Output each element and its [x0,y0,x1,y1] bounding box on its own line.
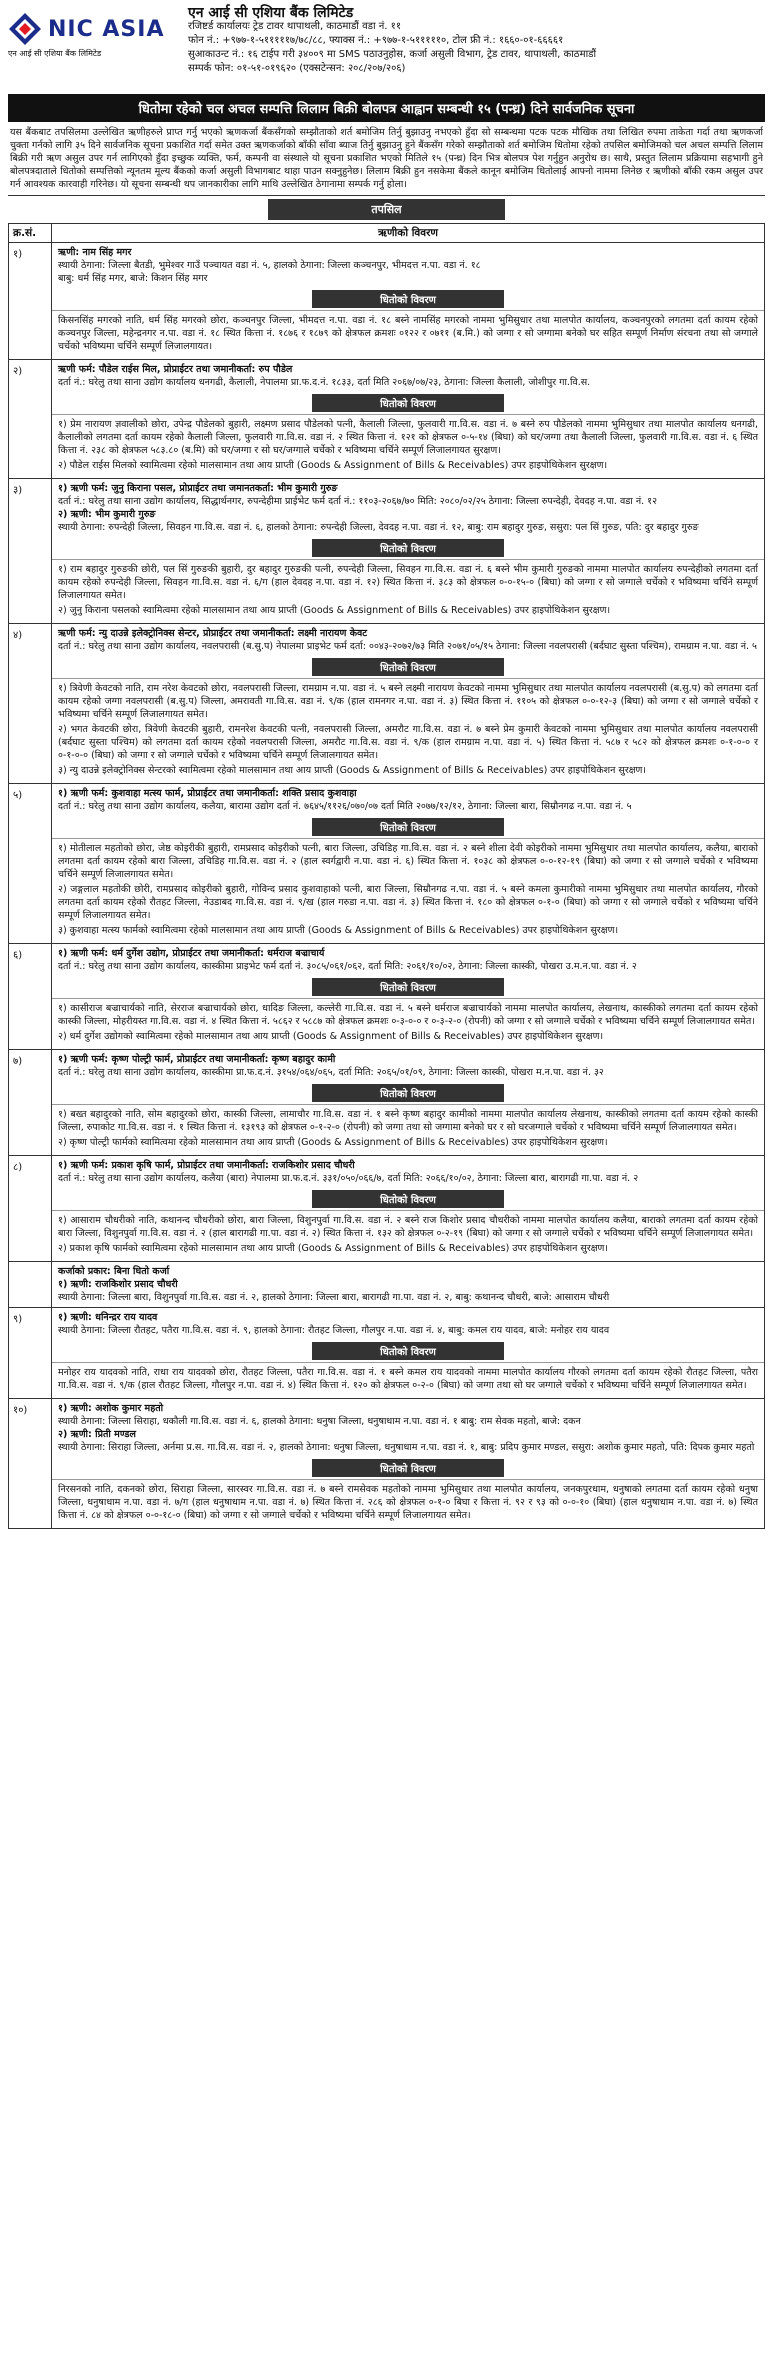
borrower-details [52,784,764,816]
collateral-heading: धितोको विवरण [312,978,504,996]
collateral-details [52,678,764,783]
bank-contact: सम्पर्क फोन: ०१-५१-०१९६२० (एक्सटेन्सन: २०८/२०७/२०६) [188,63,406,74]
borrower-line: १) ऋणी: धनिन्द्रर राय यादव [58,1312,158,1323]
entry-body [52,624,764,783]
borrower-details [52,360,764,392]
borrower-details [52,1308,764,1340]
entry-body [52,1399,764,1528]
borrower-line: दर्ता नं.: घरेलु तथा साना उद्योग कार्यालय, कास्कीमा प्राइभेट फर्म दर्ता नं. ३०८५/०६१/०६२, दर्ता मिति: २०६१/१०/०२, ठेगाना: जिल्ला कास्की, पोखरा उ.म.न.पा. वडा नं. २ [58,961,637,972]
borrower-line: १) ऋणी फर्म: जुनु किराना पसल, प्रोप्राईटर तथा जमानतकर्ता: भीम कुमारी गुरुङ [58,483,338,494]
collateral-line: १) बख्त बहादुरको नाति, सोम बहादुरको छोरा, कास्की जिल्ला, लामाचौर गा.वि.स. वडा नं. १ बस्ने कृष्ण बहादुर कामीको नाममा मालपोत कार्यालय लेखनाथ, कास्कीको लगतमा दर्ता कायम रहेको कास्की जिल्ला, रुपाकोट गा.वि.स. वडा नं. १ स्थित कित्ता नं. १३१९३ को क्षेत्रफल ०-१-२-० (रोपनी) को जग्गा तथा सो जग्गामा बनेको घर र सो घरजग्गाले चर्चेको र भविष्यमा चर्चिने सम्पूर्ण लिजालगायत समेत। [58,1109,758,1133]
borrower-line: कर्जाको प्रकार: बिना धितो कर्जा [58,1266,170,1277]
collateral-heading: धितोको विवरण [312,1459,504,1477]
bank-sms: सुआकाउन्ट नं.: १६ टाईप गरी ३४००९ मा SMS पठाउनुहोस, कर्जा असुली विभाग, ट्रेड टावर, थापाथली, काठमाडौं [188,49,597,60]
collateral-heading: धितोको विवरण [312,394,504,412]
borrower-details [52,1399,764,1457]
bank-name: एन आई सी एशिया बैंक लिमिटेड [188,5,354,21]
entry-body [52,479,764,623]
entry-row [8,1050,765,1156]
entry-body [52,944,764,1049]
entry-row [8,479,765,624]
entry-body [52,1262,764,1307]
borrower-details [52,1156,764,1188]
borrower-line: दर्ता नं.: घरेलु तथा साना उद्योग कार्यालय, कलैया (बारा) नेपालमा प्रा.फ.द.नं. ३३१/०५०/०६६/७, दर्ता मिति: २०६६/१०/०२, ठेगाना: जिल्ला बारा, बारागढी गा.पा. वडा नं. २ [58,1173,639,1184]
collateral-details [52,1104,764,1155]
collateral-line: १) मोतीलाल महतोको छोरा, जेष्ठ कोइरीकी बुहारी, रामप्रसाद कोइरीको पत्नी, बारा जिल्ला, उचिडिह गा.वि.स. वडा नं. २ बस्ने शीला देवी कोइरीको नाममा भुमिसुधार तथा मालपोत कार्यालय, कलैया, बाराको लगतमा दर्ता कायम रहेको बारा जिल्ला, उचिडिह गा.वि.स. वडा नं. २ (हाल स्वर्गद्वारी न.पा. वडा नं. ६) स्थित कित्ता नं. १०३८ को क्षेत्रफल ०-०-१२-१९ (बिघा) को जग्गा र सो जग्गाले चर्चेको र भविष्यमा चर्चिने सम्पूर्ण लिजालगायत समेत। [58,843,758,880]
entry-row [8,1308,765,1399]
borrower-line: ऋणी फर्म: न्यु दाउन्ने इलेक्ट्रोनिक्स सेन्टर, प्रोप्राईटर तथा जमानीकर्ता: लक्ष्मी नारायण केवट [58,628,368,639]
bank-header [8,6,765,92]
entry-body [52,1050,764,1155]
entry-sn: १०) [9,1399,52,1528]
entry-row [8,944,765,1050]
bank-logo [8,6,188,59]
borrower-details [52,479,764,537]
borrower-details [52,624,764,656]
borrower-line: दर्ता नं.: घरेलु तथा साना उद्योग कार्यालय, कास्कीमा प्रा.फ.द.नं. ३१५४/०६४/०६५, दर्ता मिति: २०६५/०१/०९, ठेगाना: जिल्ला कास्की, पोखरा म.न.पा. वडा नं. ३२ [58,1067,604,1078]
borrower-line: स्थायी ठेगाना: जिल्ला सिराहा, धकौली गा.वि.स. वडा नं. ६, हालको ठेगाना: धनुषा जिल्ला, धनुषाधाम न.पा. वडा नं. १ बाबु: राम सेवक महतो, बाजे: दकन [58,1416,581,1427]
collateral-details [52,1210,764,1261]
collateral-line: किसनसिंह मगरको नाति, धर्म सिंह मगरको छोरा, कञ्चनपुर जिल्ला, भीमदत्त न.पा. वडा नं. १८ बस्ने नामसिंह मगरको नाममा भुमिसुधार तथा मालपोत कार्यालय, कञ्चनपुरको लगतमा दर्ता कायम रहेको कञ्चनपुर जिल्ला, महेन्द्रनगर न.पा. वडा नं. १८ स्थित कित्ता नं. १८७६ र १८७९ को क्षेत्रफल क्रमशः ०१२२ र ०७११ (ब.मि.) को जग्गा र सो जग्गामा बनेको घर सहित सम्पूर्ण निर्माण संरचना तथा सो जग्गाले चर्चेको भविष्यमा चर्चिने सम्पूर्ण लिजालगायत। [58,315,758,352]
entry-body [52,243,764,359]
collateral-heading: धितोको विवरण [312,658,504,676]
collateral-line: १) आसाराम चौधरीको नाति, कथानन्द चौधरीको छोरा, बारा जिल्ला, विशुनपुर्वा गा.वि.स. वडा नं. २ बस्ने राज किशोर प्रसाद चौधरीको नाममा मालपोत कार्यालय कलैया, बाराको लगतमा दर्ता कायम रहेको बारा जिल्ला, विशुनपुर्वा गा.वि.स. वडा नं. २ (हाल बारागढी गा.पा. वडा नं. २) स्थित कित्ता नं. १३२ को क्षेत्रफल ०-२-१९ (बिघा) को जग्गा र सो जग्गाले चर्चेको र भविष्यमा चर्चिने सम्पूर्ण लिजालगायत समेत। [58,1215,758,1239]
collateral-heading: धितोको विवरण [312,1190,504,1208]
entry-row [8,360,765,479]
collateral-line: १) प्रेम नारायण ज्ञवालीको छोरा, उपेन्द्र पौडेलको बुहारी, लक्ष्मण प्रसाद पौडेलको पत्नी, कैलाली जिल्ला, फुलवारी गा.वि.स. वडा नं. ७ बस्ने रुप पौडेलको नाममा भुमिसुधार तथा मालपोत कार्यालय धनगढी, कैलालीको लगतमा दर्ता कायम रहेको कैलाली जिल्ला, फुलवारी गा.वि.स. वडा नं. २ स्थित कित्ता नं. १२१ को क्षेत्रफल ०-५-१४ (बिघा) को घर/जग्गा तथा कैलाली जिल्ला, फुलवारी गा.वि.स. वडा नं. ६ स्थित कित्ता नं. २३८ को क्षेत्रफल ५८३.८० (ब.मि) को घर/जग्गा र सो घर/जग्गाले चर्चेको र भविष्यमा चर्चिने सम्पूर्ण लिजालगायत सुरक्षण। [58,419,758,456]
collateral-line: २) जुनु किराना पसलको स्वामित्वमा रहेको मालसामान तथा आय प्राप्ती (Goods & Assignment of Bills & Receivables) उपर हाइपोथिकेशन सुरक्षण। [58,605,611,616]
borrower-line: १) ऋणी फर्म: कृष्ण पोल्ट्री फार्म, प्रोप्राईटर तथा जमानीकर्ता: कृष्ण बहादुर कामी [58,1054,336,1065]
borrower-line: ऋणी फर्म: पौडेल राईस मिल, प्रोप्राईटर तथा जमानीकर्ता: रुप पौडेल [58,364,293,375]
collateral-line: २) जङ्गलाल महतोकी छोरी, रामप्रसाद कोइरीको बुहारी, गोविन्द प्रसाद कुशवाहाको पत्नी, बारा जिल्ला, सिम्रौनगढ न.पा. वडा नं. ५ बस्ने कमला कुमारीको नाममा भुमिसुधार तथा मालपोत कार्यालय, गौरको लगतमा दर्ता कायम रहेको रौतहट जिल्ला, नेउडाबद गा.वि.स. वडा नं. ९/ख (हाल गरुडा न.पा. वडा नं. ३) स्थित कित्ता नं. १८० को क्षेत्रफल ०-१-० (बिघा) को जग्गा र सो जग्गाले चर्चेको र भविष्यमा चर्चिने सम्पूर्ण लिजालगायत समेत। [58,884,758,921]
collateral-heading: धितोको विवरण [312,290,504,308]
borrower-line: स्थायी ठेगाना: जिल्ला बैतडी, भुमेश्वर गाउँ पञ्चायत वडा नं. ५, हालको ठेगाना: जिल्ला कञ्चनपुर, भीमदत्त न.पा. वडा नं. १८ [58,260,481,271]
collateral-line: २) पौडेल राईस मिलको स्वामित्वमा रहेको मालसामान तथा आय प्राप्ती (Goods & Assignment of Bills & Receivables) उपर हाइपोथिकेशन सुरक्षण। [58,460,608,471]
collateral-line: १) कासीराज बज्राचार्यको नाति, सेरराज बज्राचार्यको छोरा, धादिङ जिल्ला, कल्लेरी गा.वि.स. वडा नं. ५ बस्ने धर्मराज बज्राचार्यको नाममा मालपोत कार्यालय, लेखनाथ, कास्कीको लगतमा दर्ता कायम रहेको कास्की जिल्ला, मोहरीयस्त गा.वि.स. वडा नं. ४ स्थित कित्ता नं. ५८६२ र ५८८७ को क्षेत्रफल क्रमशः ०-३-०-० र ०-३-२-० (रोपनी) को जग्गा र सो जग्गाले चर्चेको र भविष्यमा चर्चिने सम्पूर्ण लिजालगायत समेत। [58,1003,758,1027]
entry-sn [9,1262,52,1307]
collateral-heading: धितोको विवरण [312,1342,504,1360]
schedule-header [8,223,765,243]
borrower-line: २) ऋणी: प्रिती मण्डल [58,1429,136,1440]
collateral-details [52,1479,764,1528]
collateral-details [52,310,764,359]
entry-body [52,1308,764,1398]
collateral-line: २) धर्म दुर्गेश उद्योगको स्वामित्वमा रहेको मालसामान तथा आय प्राप्ती (Goods & Assignment of Bills & Receivables) उपर हाइपोथिकेशन सुरक्षण। [58,1031,604,1042]
entry-sn: ९) [9,1308,52,1398]
schedule-entries [8,243,765,1529]
borrower-line: १) ऋणी फर्म: कुशवाहा मत्स्य फार्म, प्रोप्राईटर तथा जमानीकर्ता: शक्ति प्रसाद कुशवाहा [58,788,357,799]
collateral-line: १) त्रिवेणी केवटको नाति, राम नरेश केवटको छोरा, नवलपरासी जिल्ला, रामग्राम न.पा. वडा नं. ५ बस्ने लक्ष्मी नारायण केवटको नाममा भुमिसुधार तथा मालपोत कार्यालय नवलपरासी (ब.सु.प) को लगतमा दर्ता कायम रहेको जग्गा नवलपरासी (ब.सु.प) जिल्ला, अमरावती गा.वि.स. वडा नं. ९/क (हाल रामनगर न.पा. वडा नं. ३) स्थित कित्ता नं. ११०५ को क्षेत्रफल ०-०-१२-३ (बिघा) को जग्गा र सो जग्गाले चर्चेको र भविष्यमा चर्चिने सम्पूर्ण लिजालगायत समेत। [58,683,758,720]
col-sn: क्र.सं. [9,224,52,242]
entry-row [8,243,765,360]
collateral-line: २) प्रकाश कृषि फार्मको स्वामित्वमा रहेको मालसामान तथा आय प्राप्ती (Goods & Assignment of Bills & Receivables) उपर हाइपोथिकेशन सुरक्षण। [58,1243,608,1254]
entry-sn: ७) [9,1050,52,1155]
collateral-line: २) कृष्ण पोल्ट्री फार्मको स्वामित्वमा रहेको मालसामान तथा आय प्राप्ती (Goods & Assignment of Bills & Receivables) उपर हाइपोथिकेशन सुरक्षण। [58,1137,608,1148]
collateral-details [52,414,764,478]
collateral-line: मनोहर राय यादवको नाति, राधा राय यादवको छोरा, रौतहट जिल्ला, पतैरा गा.वि.स. वडा नं. १ बस्ने कमल राय यादवको नाममा मालपोत कार्यालय गौरको लगतमा दर्ता कायम रहेको रौतहट जिल्ला, पतैरा गा.वि.स. वडा नं. ९/क (हाल रौतहट जिल्ला, गौलपुर न.पा. वडा नं. ४) स्थित कित्ता नं. १२० को क्षेत्रफल ०-२-० (बिघा) को जग्गा तथा सो घर जग्गाले चर्चेको र भविष्यमा चर्चिने सम्पूर्ण लिजालगायत समेत। [58,1367,758,1391]
entry-row [8,1156,765,1262]
collateral-line: निरसनको नाति, दकनको छोरा, सिराहा जिल्ला, सारस्वर गा.वि.स. वडा नं. ७ बस्ने रामसेवक महतोको नाममा भुमिसुधार तथा मालपोत कार्यालय, जनकपुरधाम, धनुषाको लगतमा दर्ता कायम रहेको धनुषा जिल्ला, धनुषाधाम न.पा. वडा नं. ७/ग (हाल धनुषाधाम न.पा. वडा नं. ७) स्थित कित्ता नं. २८६ को क्षेत्रफल ०-१-० बिघा र कित्ता नं. ९२ र ९३ को ०-०-१० (बिघा) (हाल धनुषाधाम न.पा. वडा नं. ७) स्थित कित्ता नं. ८४ को क्षेत्रफल ०-०-१८-० (बिघा) को जग्गा र सो जग्गाले चर्चेको र भविष्यमा चर्चिने सम्पूर्ण लिजालगायत समेत। [58,1484,758,1521]
entry-sn: ४) [9,624,52,783]
notice-title: धितोमा रहेको चल अचल सम्पत्ति लिलाम बिक्री बोलपत्र आह्वान सम्बन्धी १५ (पन्ध्र) दिने सार्वजनिक सूचना [8,94,765,122]
borrower-line: दर्ता नं.: घरेलु तथा साना उद्योग कार्यालय, कलैया, बारामा उद्योग दर्ता नं. ७६४५/११२६/०७०/०७ दर्ता मिति २०७७/१२/१२, ठेगाना: जिल्ला बारा, सिम्रौनगढ न.पा. वडा नं. ५ [58,801,632,812]
brand-tagline: एन आई सी एशिया बैंक लिमिटेड [8,49,102,58]
entry-sn: ५) [9,784,52,943]
borrower-details [52,243,764,288]
borrower-line: १) ऋणी फर्म: धर्म दुर्गेश उद्योग, प्रोप्राईटर तथा जमानीकर्ता: धर्मराज बज्राचार्य [58,948,325,959]
borrower-line: स्थायी ठेगाना: जिल्ला रौतहट, पतैरा गा.वि.स. वडा नं. ९, हालको ठेगाना: रौतहट जिल्ला, गौलपुर न.पा. वडा नं. ४, बाबु: कमल राय यादव, बाजे: मनोहर राय यादव [58,1325,610,1336]
borrower-line: बाबु: धर्म सिंह मगर, बाजे: किशन सिंह मगर [58,273,208,284]
entry-row [8,1262,765,1308]
bank-contact-block [188,6,765,76]
bank-logo-icon [8,12,42,46]
brand-name: NIC ASIA [48,16,165,42]
entry-sn: ६) [9,944,52,1049]
collateral-line: १) राम बहादुर गुरुङकी छोरी, पल सिं गुरुङकी बुहारी, दुर बहादुर गुरुङकी पत्नी, रुपन्देही जिल्ला, सिवहन गा.वि.स. वडा नं. ६ बस्ने भीम कुमारी गुरुङको नाममा मालपोत कार्यालय रुपन्देहीको लगतमा दर्ता कायम रहेको रुपन्देही जिल्ला, सिवहन गा.वि.स. वडा नं. ६/ग (हाल देवदह न.पा. वडा नं. १२) स्थित कित्ता नं. ३८३ को क्षेत्रफल ०-०-१५-० (बिघा) को जग्गा र सो जग्गाले चर्चेको र भविष्यमा चर्चिने सम्पूर्ण लिजालगायत समेत। [58,564,758,601]
entry-sn: २) [9,360,52,478]
entry-row [8,1399,765,1529]
schedule-title: तपसिल [268,199,505,220]
collateral-line: २) भगत केवटकी छोरा, त्रिवेणी केवटकी बुहारी, रामनरेश केवटकी पत्नी, नवलपरासी जिल्ला, अमरौट गा.वि.स. वडा नं. ७ बस्ने प्रेम कुमारी केवटको नाममा भुमिसुधार तथा मालपोत कार्यालय नवलपरासी (बर्दघाट सुस्ता पश्चिम) को लगतमा दर्ता कायम रहेको नवलपरासी जिल्ला, अमरौट गा.वि.स. वडा नं. ९/क (हाल रामग्राम न.पा. वडा नं. ५) स्थित कित्ता नं. ५८७ र ५८२ को क्षेत्रफल क्रमशः ०-१-०-० र ०-१-०-० (बिघा) को जग्गा र सो जग्गाले चर्चेको र भविष्यमा चर्चिने सम्पूर्ण लिजालगायत समेत। [58,724,758,761]
entry-sn: ३) [9,479,52,623]
collateral-details [52,559,764,623]
entry-sn: १) [9,243,52,359]
borrower-line: दर्ता नं.: घरेलु तथा साना उद्योग कार्यालय धनगढी, कैलाली, नेपालमा प्रा.फ.द.नं. १८३३, दर्ता मिति २०६७/०७/२३, ठेगाना: जिल्ला कैलाली, जोशीपुर गा.वि.स. [58,377,591,388]
bank-phone: फोन नं.: +९७७-१-५१११११७/७८/८८, फ्याक्स नं.: +९७७-१-५१११११०, टोल फ्री नं.: १६६०-०१-६६६६१ [188,35,564,46]
borrower-line: स्थायी ठेगाना: सिराहा जिल्ला, अर्नमा प्र.स. गा.वि.स. वडा नं. २, हालको ठेगाना: धनुषा जिल्ला, धनुषाधाम न.पा. वडा नं. १, बाबु: प्रदिप कुमार मण्डल, ससुरा: अशोक कुमार महतो, पति: दिपक कुमार महतो [58,1442,755,1453]
borrower-line: ऋणी: नाम सिंह मगर [58,247,132,258]
entry-sn: ८) [9,1156,52,1261]
notice-intro: यस बैंकबाट तपसिलमा उल्लेखित ऋणीहरुले प्राप्त गर्नु भएको ऋणकर्जा बैंकसँगको सम्झौताको शर्त बमोजिम तिर्नु बुझाउनु नभएको हुँदा सो सम्बन्धमा पटक पटक मौखिक तथा लिखित रुपमा ताकेता गर्दा तथा ऋणकर्जा चुक्ता गर्नको लागि ३५ दिने सार्वजनिक सूचना प्रकाशित गर्दा समेत उक्त ऋणकर्जाको बाँकी साँवा ब्याज तिर्नु बुझाउनु हुने बैंकसँग गरेको सम्झौताको शर्त बमोजिम धितोमा रहेको तपसिल बमोजिमको चल अचल सम्पत्ति लिलाम बिक्री गरी ऋण असुल उपर गर्न लागिएको हुँदा इच्छुक व्यक्ति, फर्म, कम्पनी वा संस्थाले यो सूचना प्रकाशित भएको मितिले १५ (पन्ध्र) दिन भित्र बोलपत्र पेश गर्नुहुन अनुरोध छ। साथै, प्रस्तुत लिलाम प्रक्रियामा सहभागी हुने बोलपत्रदाताले धितोको सम्पत्तिको न्यूनतम मूल्य बैंकको कर्जा असुली विभागबाट थाहा पाउन सक्नुहुनेछ। लिलाम बिक्री हुन नसकेमा बैंकले कानून बमोजिम धितोलाई आफ्नो नाममा लिनेछ र ऋणीको बाँकी रकम असुल उपर गर्न आवश्यक कारवाही गरिनेछ। यो सूचना सम्बन्धी थप जानकारीका लागि माथि उल्लेखित ठेगानामा सम्पर्क गर्नु होला। [8,122,765,196]
collateral-line: ३) कुशवाहा मत्स्य फार्मको स्वामित्वमा रहेको मालसामान तथा आय प्राप्ती (Goods & Assignment of Bills & Receivables) उपर हाइपोथिकेशन सुरक्षण। [58,925,619,936]
collateral-details [52,1362,764,1398]
borrower-line: १) ऋणी: अशोक कुमार महतो [58,1403,164,1414]
collateral-heading: धितोको विवरण [312,1084,504,1102]
collateral-details [52,838,764,943]
borrower-line: १) ऋणी फर्म: प्रकाश कृषि फार्म, प्रोप्राईटर तथा जमानीकर्ता: राजकिशोर प्रसाद चौधरी [58,1160,355,1171]
collateral-heading: धितोको विवरण [312,818,504,836]
borrower-details [52,1050,764,1082]
entry-body [52,1156,764,1261]
borrower-details [52,1262,764,1307]
entry-row [8,624,765,784]
entry-row [8,784,765,944]
borrower-line: २) ऋणी: भीम कुमारी गुरुङ [58,509,156,520]
borrower-line: दर्ता नं.: घरेलु तथा साना उद्योग कार्यालय, सिद्धार्थनगर, रुपन्देहीमा प्राईभेट फर्म दर्ता नं.: ११०३-२०६७/७० मिति: २०८०/०२/२५ ठेगाना: जिल्ला रुपन्देही, देवदह न.पा. वडा नं. १२ [58,496,658,507]
collateral-details [52,998,764,1049]
borrower-line: १) ऋणी: राजकिशोर प्रसाद चौधरी [58,1279,178,1290]
entry-body [52,360,764,478]
borrower-line: स्थायी ठेगाना: जिल्ला बारा, विशुनपुर्वा गा.वि.स. वडा नं. २, हालको ठेगाना: जिल्ला बारा, बारागढी गा.पा. वडा नं. २, बाबु: कथानन्द चौधरी, बाजे: आसाराम चौधरी [58,1292,610,1303]
bank-address: रजिष्टर्ड कार्यालयः ट्रेड टावर थापाथली, काठमाडौं वडा नं. ११ [188,21,402,32]
borrower-line: दर्ता नं.: घरेलु तथा साना उद्योग कार्यालय, नवलपरासी (ब.सु.प) नेपालमा प्राइभेट फर्म दर्ता: ००४३-२०७२/७३ मिति २०७१/०५/१५ ठेगाना: जिल्ला नवलपरासी (बर्दघाट सुस्ता पश्चिम), रामग्राम न.पा. वडा नं. ५ [58,641,757,652]
col-borrower: ऋणीको विवरण [378,227,438,239]
borrower-details [52,944,764,976]
borrower-line: स्थायी ठेगाना: रुपन्देही जिल्ला, सिवहन गा.वि.स. वडा नं. ६, हालको ठेगाना: रुपन्देही जिल्ला, देवदह न.पा. वडा नं. १२, बाबु: राम बहादुर गुरुङ, ससुरा: पल सिं गुरुङ, पति: दुर बहादुर गुरुङ [58,522,699,533]
collateral-line: ३) न्यु दाउन्ने इलेक्ट्रोनिक्स सेन्टरको स्वामित्वमा रहेको मालसामान तथा आय प्राप्ती (Goods & Assignment of Bills & Receivables) उपर हाइपोथिकेशन सुरक्षण। [58,765,647,776]
entry-body [52,784,764,943]
collateral-heading: धितोको विवरण [312,539,504,557]
